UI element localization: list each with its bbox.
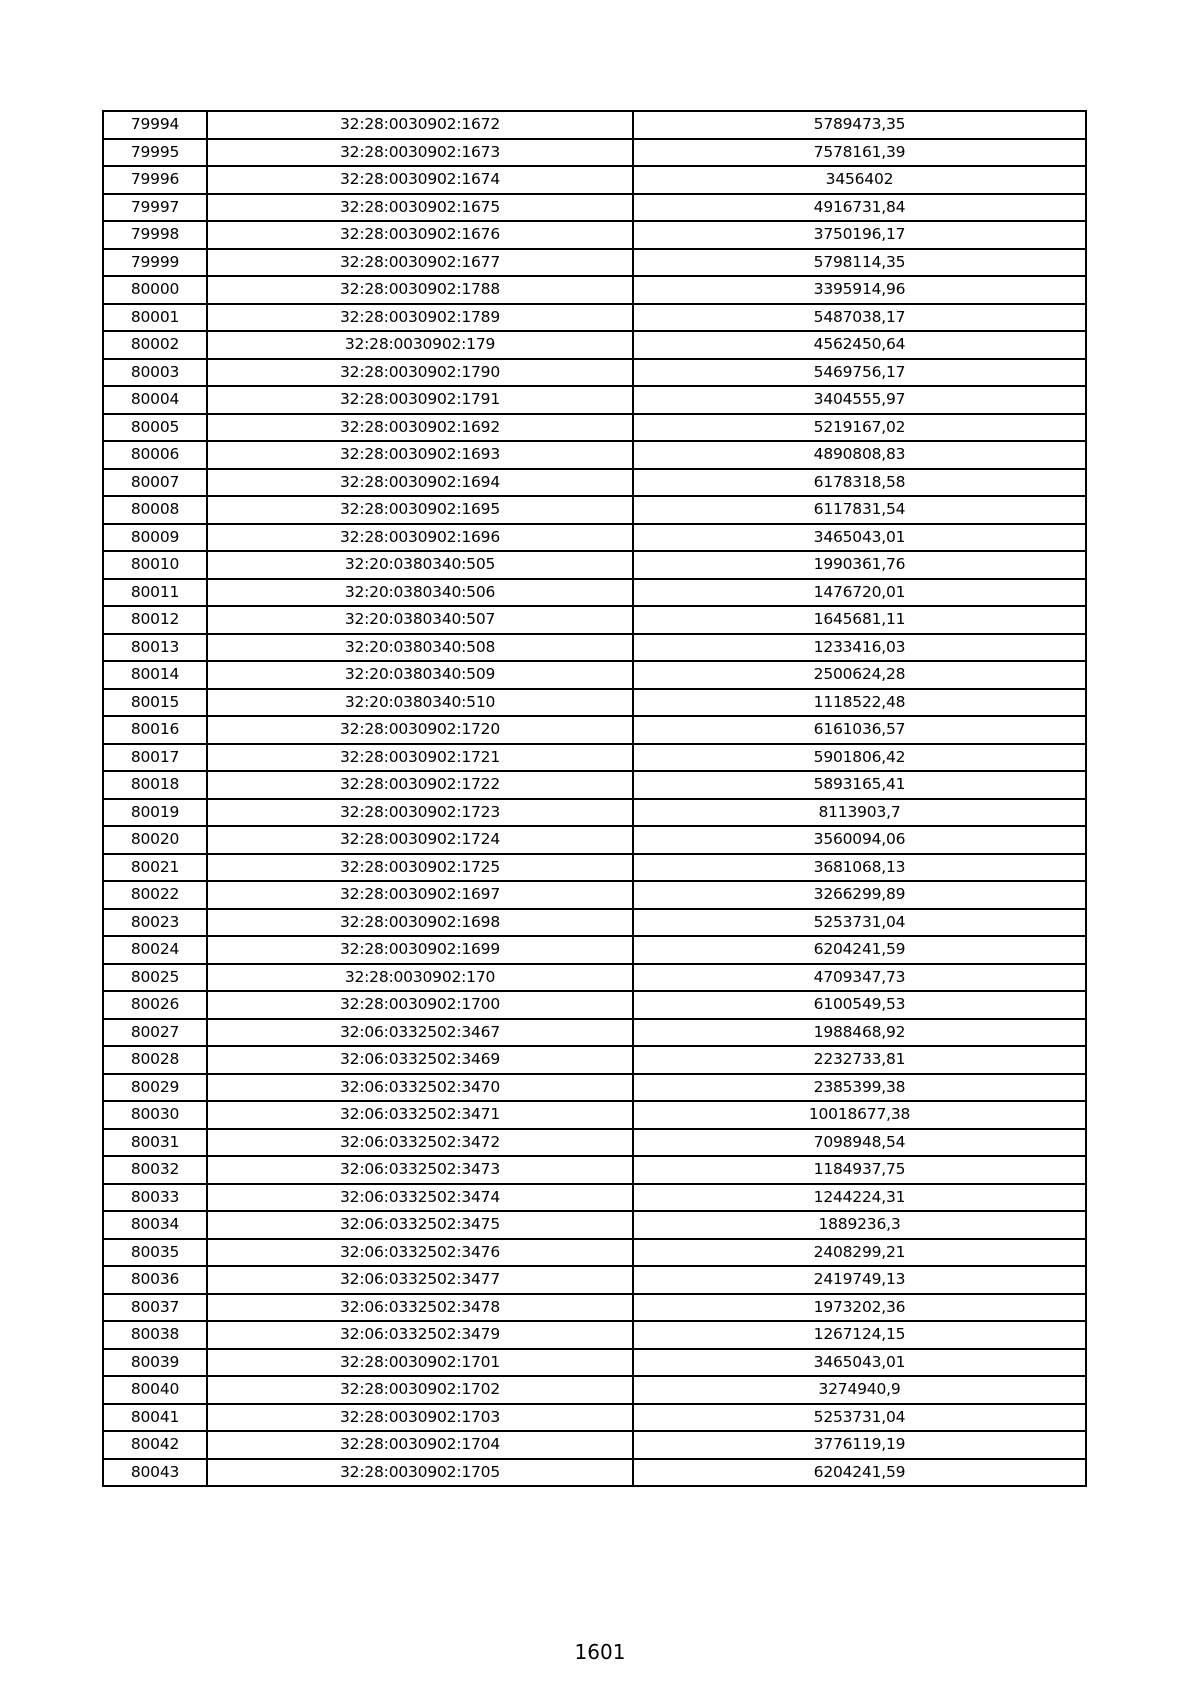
page-number: 1601: [574, 1640, 626, 1664]
cadastral-number-cell: 32:20:0380340:505: [207, 551, 633, 579]
row-number-cell: 80021: [103, 854, 207, 882]
cadastral-value-cell: 2385399,38: [633, 1074, 1086, 1102]
cadastral-number-cell: 32:20:0380340:510: [207, 689, 633, 717]
cadastral-number-cell: 32:28:0030902:1725: [207, 854, 633, 882]
cadastral-number-cell: 32:28:0030902:1703: [207, 1404, 633, 1432]
row-number-cell: 80015: [103, 689, 207, 717]
cadastral-value-cell: 4562450,64: [633, 331, 1086, 359]
table-row: [103, 1349, 1086, 1377]
cadastral-number-cell: 32:06:0332502:3467: [207, 1019, 633, 1047]
row-number-cell: 80027: [103, 1019, 207, 1047]
cadastral-number-cell: 32:06:0332502:3471: [207, 1101, 633, 1129]
table-row: [103, 661, 1086, 689]
cadastral-number-cell: 32:28:0030902:1692: [207, 414, 633, 442]
table-row: [103, 826, 1086, 854]
row-number-cell: 79994: [103, 111, 207, 139]
cadastral-number-cell: 32:28:0030902:1789: [207, 304, 633, 332]
row-number-cell: 80014: [103, 661, 207, 689]
cadastral-value-cell: 3560094,06: [633, 826, 1086, 854]
cadastral-value-cell: 5798114,35: [633, 249, 1086, 277]
row-number-cell: 80042: [103, 1431, 207, 1459]
row-number-cell: 80006: [103, 441, 207, 469]
cadastral-value-cell: 2419749,13: [633, 1266, 1086, 1294]
cadastral-number-cell: 32:06:0332502:3473: [207, 1156, 633, 1184]
cadastral-number-cell: 32:28:0030902:1723: [207, 799, 633, 827]
cadastral-value-cell: 6204241,59: [633, 936, 1086, 964]
row-number-cell: 80036: [103, 1266, 207, 1294]
table-row: [103, 331, 1086, 359]
cadastral-value-cell: 1645681,11: [633, 606, 1086, 634]
table-row: [103, 1046, 1086, 1074]
table-row: [103, 1404, 1086, 1432]
cadastral-number-cell: 32:28:0030902:1696: [207, 524, 633, 552]
cadastral-number-cell: 32:06:0332502:3479: [207, 1321, 633, 1349]
cadastral-number-cell: 32:28:0030902:1790: [207, 359, 633, 387]
cadastral-number-cell: 32:20:0380340:506: [207, 579, 633, 607]
row-number-cell: 80012: [103, 606, 207, 634]
cadastral-value-cell: 2232733,81: [633, 1046, 1086, 1074]
table-row: [103, 1211, 1086, 1239]
cadastral-value-cell: 3750196,17: [633, 221, 1086, 249]
cadastral-number-cell: 32:20:0380340:509: [207, 661, 633, 689]
table-row: [103, 1019, 1086, 1047]
table-row: [103, 606, 1086, 634]
cadastral-value-cell: 1476720,01: [633, 579, 1086, 607]
table-row: [103, 221, 1086, 249]
row-number-cell: 80040: [103, 1376, 207, 1404]
row-number-cell: 80019: [103, 799, 207, 827]
cadastral-value-cell: 1267124,15: [633, 1321, 1086, 1349]
table-row: [103, 689, 1086, 717]
cadastral-value-cell: 1118522,48: [633, 689, 1086, 717]
table-row: [103, 441, 1086, 469]
cadastral-number-cell: 32:28:0030902:170: [207, 964, 633, 992]
cadastral-number-cell: 32:20:0380340:507: [207, 606, 633, 634]
cadastral-number-cell: 32:06:0332502:3476: [207, 1239, 633, 1267]
row-number-cell: 80039: [103, 1349, 207, 1377]
table-body: [103, 111, 1086, 1486]
cadastral-value-cell: 3395914,96: [633, 276, 1086, 304]
row-number-cell: 80024: [103, 936, 207, 964]
table-row: [103, 1459, 1086, 1487]
table-row: [103, 1321, 1086, 1349]
cadastral-value-table: [102, 110, 1087, 1487]
table-row: [103, 1294, 1086, 1322]
cadastral-number-cell: 32:28:0030902:1677: [207, 249, 633, 277]
row-number-cell: 79996: [103, 166, 207, 194]
cadastral-value-cell: 1889236,3: [633, 1211, 1086, 1239]
cadastral-value-cell: 3404555,97: [633, 386, 1086, 414]
row-number-cell: 80026: [103, 991, 207, 1019]
cadastral-number-cell: 32:28:0030902:1702: [207, 1376, 633, 1404]
row-number-cell: 80004: [103, 386, 207, 414]
cadastral-value-cell: 5901806,42: [633, 744, 1086, 772]
table-row: [103, 359, 1086, 387]
cadastral-number-cell: 32:28:0030902:1697: [207, 881, 633, 909]
table-row: [103, 771, 1086, 799]
row-number-cell: 80033: [103, 1184, 207, 1212]
cadastral-number-cell: 32:06:0332502:3469: [207, 1046, 633, 1074]
cadastral-number-cell: 32:28:0030902:1699: [207, 936, 633, 964]
cadastral-value-cell: 3456402: [633, 166, 1086, 194]
row-number-cell: 80013: [103, 634, 207, 662]
cadastral-value-cell: 7098948,54: [633, 1129, 1086, 1157]
row-number-cell: 80032: [103, 1156, 207, 1184]
cadastral-number-cell: 32:28:0030902:1693: [207, 441, 633, 469]
cadastral-value-cell: 7578161,39: [633, 139, 1086, 167]
table-row: [103, 1101, 1086, 1129]
row-number-cell: 80009: [103, 524, 207, 552]
row-number-cell: 80022: [103, 881, 207, 909]
cadastral-number-cell: 32:28:0030902:1676: [207, 221, 633, 249]
cadastral-number-cell: 32:28:0030902:1720: [207, 716, 633, 744]
cadastral-value-cell: 3465043,01: [633, 524, 1086, 552]
table-row: [103, 1431, 1086, 1459]
table-row: [103, 1266, 1086, 1294]
cadastral-value-cell: 3274940,9: [633, 1376, 1086, 1404]
row-number-cell: 80029: [103, 1074, 207, 1102]
cadastral-value-cell: 1990361,76: [633, 551, 1086, 579]
cadastral-value-cell: 8113903,7: [633, 799, 1086, 827]
table-row: [103, 854, 1086, 882]
cadastral-value-cell: 5253731,04: [633, 1404, 1086, 1432]
table-row: [103, 991, 1086, 1019]
table-row: [103, 881, 1086, 909]
cadastral-value-cell: 6178318,58: [633, 469, 1086, 497]
row-number-cell: 80025: [103, 964, 207, 992]
row-number-cell: 80008: [103, 496, 207, 524]
cadastral-number-cell: 32:28:0030902:1700: [207, 991, 633, 1019]
cadastral-value-cell: 3465043,01: [633, 1349, 1086, 1377]
row-number-cell: 80038: [103, 1321, 207, 1349]
row-number-cell: 80010: [103, 551, 207, 579]
cadastral-value-cell: 3266299,89: [633, 881, 1086, 909]
cadastral-number-cell: 32:28:0030902:1724: [207, 826, 633, 854]
row-number-cell: 80031: [103, 1129, 207, 1157]
table-row: [103, 799, 1086, 827]
cadastral-value-cell: 5789473,35: [633, 111, 1086, 139]
cadastral-number-cell: 32:28:0030902:1698: [207, 909, 633, 937]
cadastral-number-cell: 32:06:0332502:3474: [207, 1184, 633, 1212]
cadastral-value-cell: 3776119,19: [633, 1431, 1086, 1459]
cadastral-number-cell: 32:06:0332502:3475: [207, 1211, 633, 1239]
cadastral-number-cell: 32:06:0332502:3470: [207, 1074, 633, 1102]
cadastral-number-cell: 32:06:0332502:3477: [207, 1266, 633, 1294]
table-row: [103, 304, 1086, 332]
row-number-cell: 80016: [103, 716, 207, 744]
row-number-cell: 80023: [103, 909, 207, 937]
cadastral-value-cell: 1184937,75: [633, 1156, 1086, 1184]
cadastral-value-cell: 4890808,83: [633, 441, 1086, 469]
cadastral-number-cell: 32:28:0030902:1673: [207, 139, 633, 167]
cadastral-value-cell: 5253731,04: [633, 909, 1086, 937]
row-number-cell: 80037: [103, 1294, 207, 1322]
cadastral-value-cell: 2500624,28: [633, 661, 1086, 689]
row-number-cell: 80041: [103, 1404, 207, 1432]
cadastral-number-cell: 32:06:0332502:3472: [207, 1129, 633, 1157]
row-number-cell: 80028: [103, 1046, 207, 1074]
table-row: [103, 194, 1086, 222]
table-row: [103, 1074, 1086, 1102]
table-row: [103, 1376, 1086, 1404]
cadastral-value-cell: 5893165,41: [633, 771, 1086, 799]
cadastral-value-cell: 5487038,17: [633, 304, 1086, 332]
table-row: [103, 496, 1086, 524]
table-row: [103, 1156, 1086, 1184]
row-number-cell: 80020: [103, 826, 207, 854]
cadastral-number-cell: 32:28:0030902:1788: [207, 276, 633, 304]
row-number-cell: 80002: [103, 331, 207, 359]
cadastral-number-cell: 32:28:0030902:1694: [207, 469, 633, 497]
cadastral-value-cell: 1988468,92: [633, 1019, 1086, 1047]
cadastral-number-cell: 32:28:0030902:1674: [207, 166, 633, 194]
cadastral-number-cell: 32:28:0030902:1791: [207, 386, 633, 414]
cadastral-value-cell: 6117831,54: [633, 496, 1086, 524]
cadastral-number-cell: 32:28:0030902:1675: [207, 194, 633, 222]
cadastral-value-cell: 5469756,17: [633, 359, 1086, 387]
table-row: [103, 579, 1086, 607]
row-number-cell: 80007: [103, 469, 207, 497]
row-number-cell: 80043: [103, 1459, 207, 1487]
cadastral-number-cell: 32:06:0332502:3478: [207, 1294, 633, 1322]
row-number-cell: 80035: [103, 1239, 207, 1267]
row-number-cell: 80017: [103, 744, 207, 772]
table-row: [103, 166, 1086, 194]
row-number-cell: 80005: [103, 414, 207, 442]
cadastral-number-cell: 32:28:0030902:1704: [207, 1431, 633, 1459]
table-row: [103, 469, 1086, 497]
table-row: [103, 414, 1086, 442]
row-number-cell: 80030: [103, 1101, 207, 1129]
cadastral-value-cell: 1233416,03: [633, 634, 1086, 662]
cadastral-number-cell: 32:28:0030902:1705: [207, 1459, 633, 1487]
table-row: [103, 386, 1086, 414]
cadastral-value-cell: 6100549,53: [633, 991, 1086, 1019]
cadastral-number-cell: 32:28:0030902:1672: [207, 111, 633, 139]
cadastral-value-cell: 4709347,73: [633, 964, 1086, 992]
row-number-cell: 79995: [103, 139, 207, 167]
row-number-cell: 79999: [103, 249, 207, 277]
cadastral-value-cell: 1973202,36: [633, 1294, 1086, 1322]
cadastral-number-cell: 32:28:0030902:1721: [207, 744, 633, 772]
row-number-cell: 80018: [103, 771, 207, 799]
cadastral-number-cell: 32:20:0380340:508: [207, 634, 633, 662]
table-row: [103, 909, 1086, 937]
table-row: [103, 139, 1086, 167]
table-row: [103, 964, 1086, 992]
table-row: [103, 1239, 1086, 1267]
cadastral-value-cell: 6204241,59: [633, 1459, 1086, 1487]
row-number-cell: 80000: [103, 276, 207, 304]
table-row: [103, 716, 1086, 744]
cadastral-value-cell: 5219167,02: [633, 414, 1086, 442]
cadastral-number-cell: 32:28:0030902:179: [207, 331, 633, 359]
table-row: [103, 1129, 1086, 1157]
cadastral-value-cell: 10018677,38: [633, 1101, 1086, 1129]
cadastral-value-cell: 1244224,31: [633, 1184, 1086, 1212]
table-row: [103, 634, 1086, 662]
cadastral-value-cell: 2408299,21: [633, 1239, 1086, 1267]
table-row: [103, 524, 1086, 552]
table-row: [103, 936, 1086, 964]
table-row: [103, 1184, 1086, 1212]
table-row: [103, 744, 1086, 772]
row-number-cell: 79998: [103, 221, 207, 249]
cadastral-value-cell: 3681068,13: [633, 854, 1086, 882]
cadastral-number-cell: 32:28:0030902:1701: [207, 1349, 633, 1377]
cadastral-number-cell: 32:28:0030902:1722: [207, 771, 633, 799]
row-number-cell: 80011: [103, 579, 207, 607]
cadastral-value-cell: 6161036,57: [633, 716, 1086, 744]
table-row: [103, 249, 1086, 277]
table-row: [103, 111, 1086, 139]
cadastral-value-cell: 4916731,84: [633, 194, 1086, 222]
row-number-cell: 80003: [103, 359, 207, 387]
table-row: [103, 276, 1086, 304]
cadastral-number-cell: 32:28:0030902:1695: [207, 496, 633, 524]
row-number-cell: 80034: [103, 1211, 207, 1239]
table-row: [103, 551, 1086, 579]
row-number-cell: 79997: [103, 194, 207, 222]
row-number-cell: 80001: [103, 304, 207, 332]
